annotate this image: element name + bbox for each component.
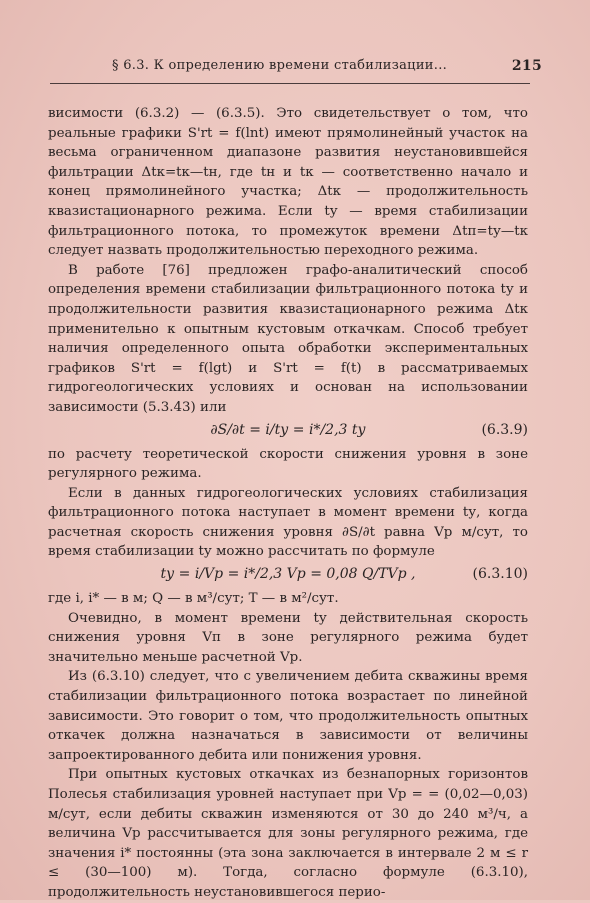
paragraph-7: Из (6.3.10) следует, что с увеличением дебита скважины время стабилизации фильтрационного потока возрастает по линейной зависимости. Это говорит о том, что продолжительность опытных откачек должна назначаться в зависимости от величины запроектированного дебита или понижения уровня. [48, 669, 528, 763]
header-rule [50, 83, 530, 84]
formula-6-3-9-number: (6.3.9) [481, 421, 528, 438]
page-number: 215 [511, 58, 542, 74]
page-body [48, 104, 528, 903]
formula-6-3-10 [48, 565, 528, 587]
paragraph-1: висимости (6.3.2) — (6.3.5). Это свидетельствует о том, что реальные графики S'rt = f(lnt) имеют прямолинейный участок на весьма ограниченном диапазоне развития неустановившейся фильтрации Δtк=tк—tн, где tн и tк — соответственно начало и конец прямолинейного участка; Δtк — продолжительность квазистационарного режима. Если tу — время стабилизации фильтрационного потока, то промежуток времени Δtп=tу—tк следует назвать продолжительностью переходного режима. [48, 106, 528, 259]
paragraph-3: по расчету теоретической скорости снижения уровня в зоне регулярного режима. [48, 446, 528, 482]
formula-6-3-9 [48, 421, 528, 443]
header-title: § 6.3. К определению времени стабилизации... [112, 58, 448, 73]
paragraph-4: Если в данных гидрогеологических условиях стабилизация фильтрационного потока наступает в момент времени tу, когда расчетная скорость снижения уровня ∂S/∂t равна Vр м/сут, то время стабилизации tу можно рассчитать по формуле [48, 485, 528, 560]
formula-6-3-9-expression: ∂S/∂t = i/tу = i*/2,3 tу [210, 421, 366, 438]
paragraph-5: где i, i* — в м; Q — в м³/сут; T — в м²/сут. [48, 591, 339, 607]
formula-6-3-10-expression: tу = i/Vр = i*/2,3 Vр = 0,08 Q/TVр , [160, 566, 416, 583]
paragraph-8: При опытных кустовых откачках из безнапорных горизонтов Полесья стабилизация уровней наступает при Vр = = (0,02—0,03) м/сут, если дебиты скважин изменяются от 30 до 240 м³/ч, а величина Vр рассчитывается для зоны регулярного режима, где значения i* постоянны (эта зона заключается в интервале 2 м ≤ r ≤ (30—100) м). Тогда, согласно формуле (6.3.10), продолжительность неустановившегося перио- [48, 767, 528, 900]
formula-6-3-10-number: (6.3.10) [472, 566, 528, 583]
paragraph-6: Очевидно, в момент времени tу действительная скорость снижения уровня Vп в зоне регулярного режима будет значительно меньше расчетной Vр. [48, 610, 528, 665]
paragraph-2: В работе [76] предложен графо-аналитический способ определения времени стабилизации фильтрационного потока tу и продолжительности развития квазистационарного режима Δtк применительно к опытным кустовым откачкам. Способ требует наличия определенного опыта обработки экспериментальных графиков S'rt = f(lgt) и S'rt = f(t) в рассматриваемых гидрогеологических условиях и основан на использовании зависимости (5.3.43) или [48, 262, 528, 415]
running-header [112, 58, 552, 73]
